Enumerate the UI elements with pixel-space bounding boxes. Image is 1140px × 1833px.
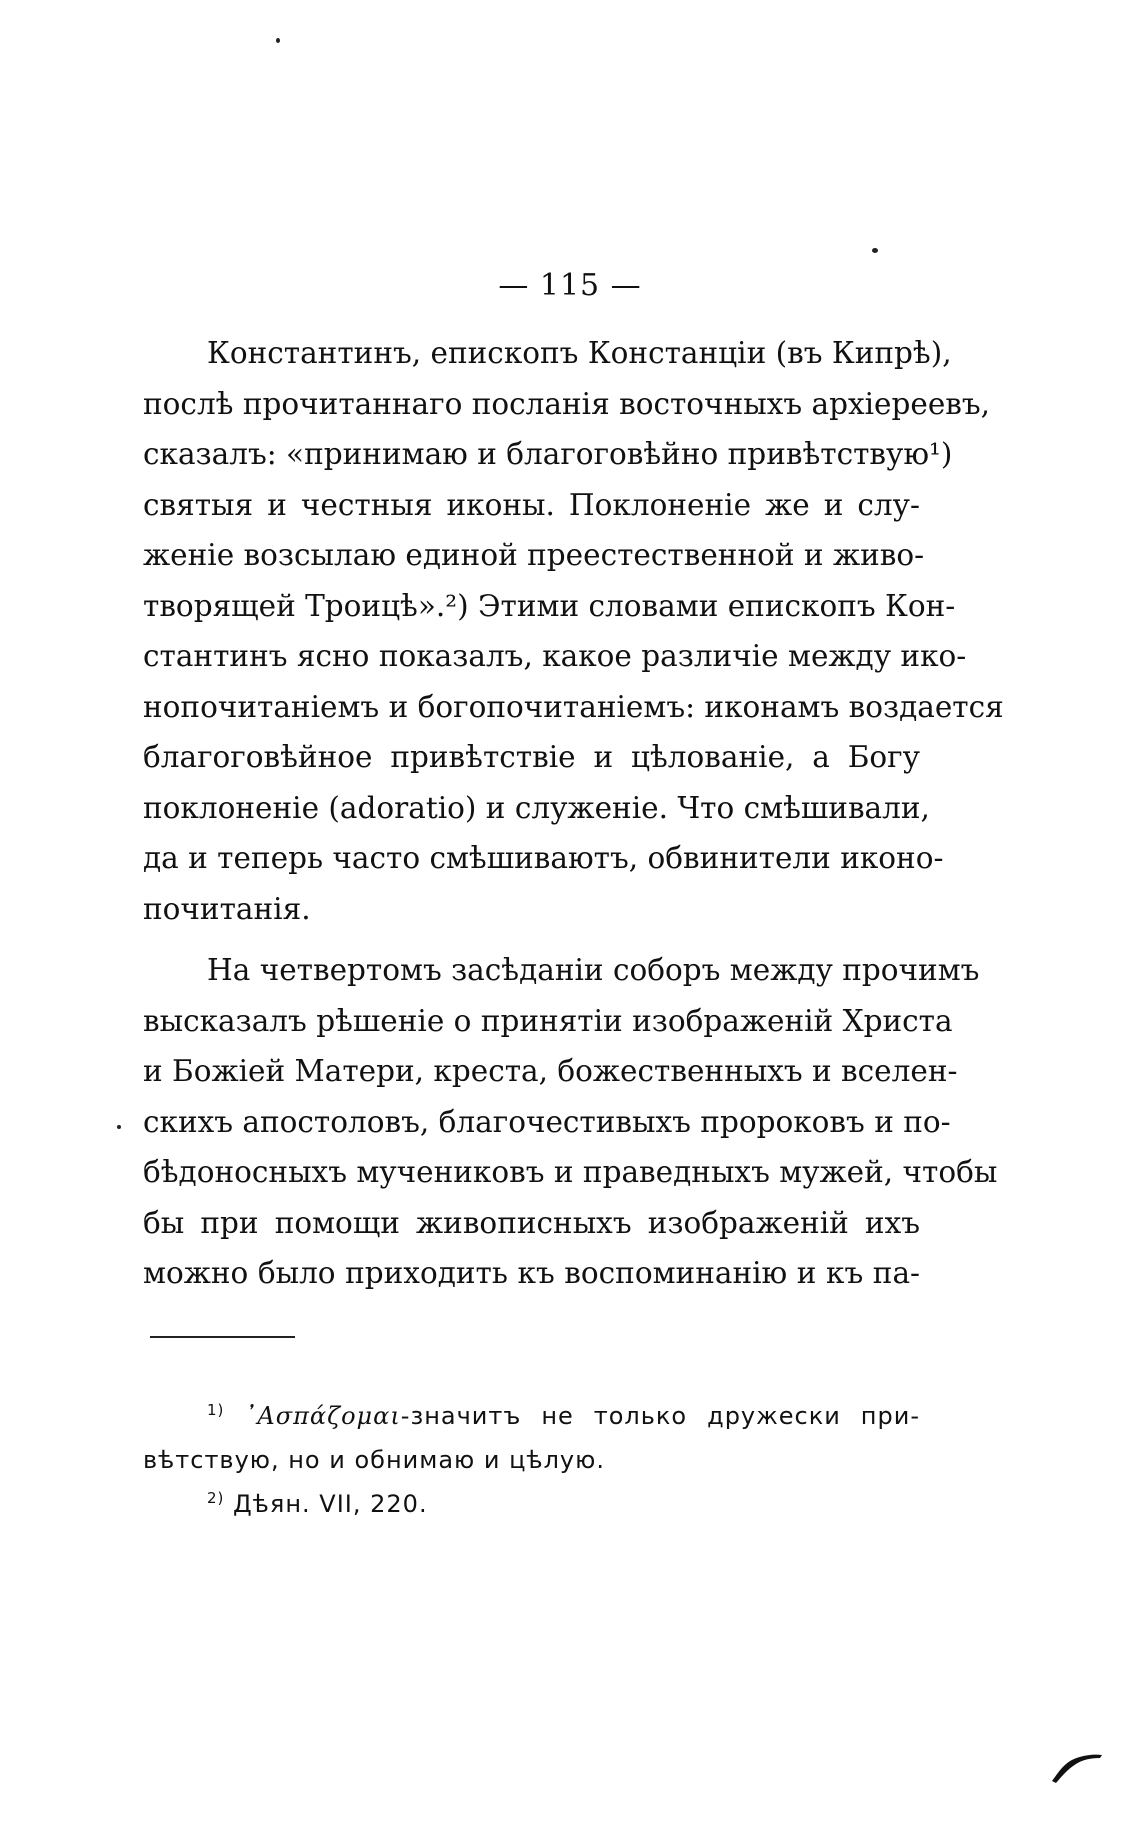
text-line: скихъ апостоловъ, благочестивыхъ пророковъ и по- xyxy=(143,1104,951,1139)
text-line: поклоненіе (adoratio) и служеніе. Что смѣшивали, xyxy=(143,790,930,825)
text-line: святыя и честныя иконы. Поклоненіе же и слу- xyxy=(143,487,920,522)
scan-speck xyxy=(872,248,878,253)
footnote-1-continued: вѣтствую, но и обнимаю и цѣлую. xyxy=(143,1446,605,1474)
text-line: сказалъ: «принимаю и благоговѣйно привѣтствую¹) xyxy=(143,437,953,471)
main-text xyxy=(143,328,1004,1299)
footnotes xyxy=(143,1394,920,1526)
text-line: и Божіей Матери, креста, божественныхъ и вселен- xyxy=(143,1054,958,1088)
text-line: да и теперь часто смѣшиваютъ, обвинители иконо- xyxy=(143,841,944,875)
text-line: стантинъ ясно показалъ, какое различіе между ико- xyxy=(143,639,967,673)
page-number: — 115 — xyxy=(498,268,642,303)
text-line: послѣ прочитаннаго посланія восточныхъ архіереевъ, xyxy=(143,386,991,421)
ink-stroke-mark xyxy=(1048,1745,1104,1785)
text-line: бы при помощи живописныхъ изображеній ихъ xyxy=(143,1205,920,1240)
footnote-text: Дѣян. VII, 220. xyxy=(233,1490,428,1518)
text-line: творящей Троицѣ».²) Этими словами епископъ Кон- xyxy=(143,588,956,623)
footnote-mark: 1) xyxy=(207,1401,225,1419)
scan-speck xyxy=(276,38,280,43)
text-line: высказалъ рѣшеніе о принятіи изображеній Христа xyxy=(143,1003,953,1038)
footnote-mark: 2) xyxy=(207,1489,225,1507)
scan-speck xyxy=(117,1125,121,1129)
greek-word: ᾽Ασπάζομαι xyxy=(244,1402,401,1430)
text-line: женіе возсылаю единой преестественной и живо- xyxy=(143,538,925,572)
paragraph-gap xyxy=(143,934,920,945)
footnote-1 xyxy=(143,1394,920,1438)
text-line: Константинъ, епископъ Констанціи (въ Кипрѣ), xyxy=(207,336,952,370)
text-line: бѣдоносныхъ мучениковъ и праведныхъ мужей, чтобы xyxy=(143,1155,998,1189)
text-line: нопочитаніемъ и богопочитаніемъ: иконамъ воздается xyxy=(143,689,1004,724)
footnote-text: -значитъ не только дружески при- xyxy=(400,1402,920,1430)
text-line: можно было приходить къ воспоминанію и къ па- xyxy=(143,1256,920,1290)
text-line: На четвертомъ засѣданіи соборъ между прочимъ xyxy=(207,953,980,987)
footnote-2 xyxy=(143,1482,920,1526)
text-line: почитанія. xyxy=(143,891,311,926)
text-line: благоговѣйное привѣтствіе и цѣлованіе, а Богу xyxy=(143,740,920,774)
footnote-separator xyxy=(150,1336,295,1338)
